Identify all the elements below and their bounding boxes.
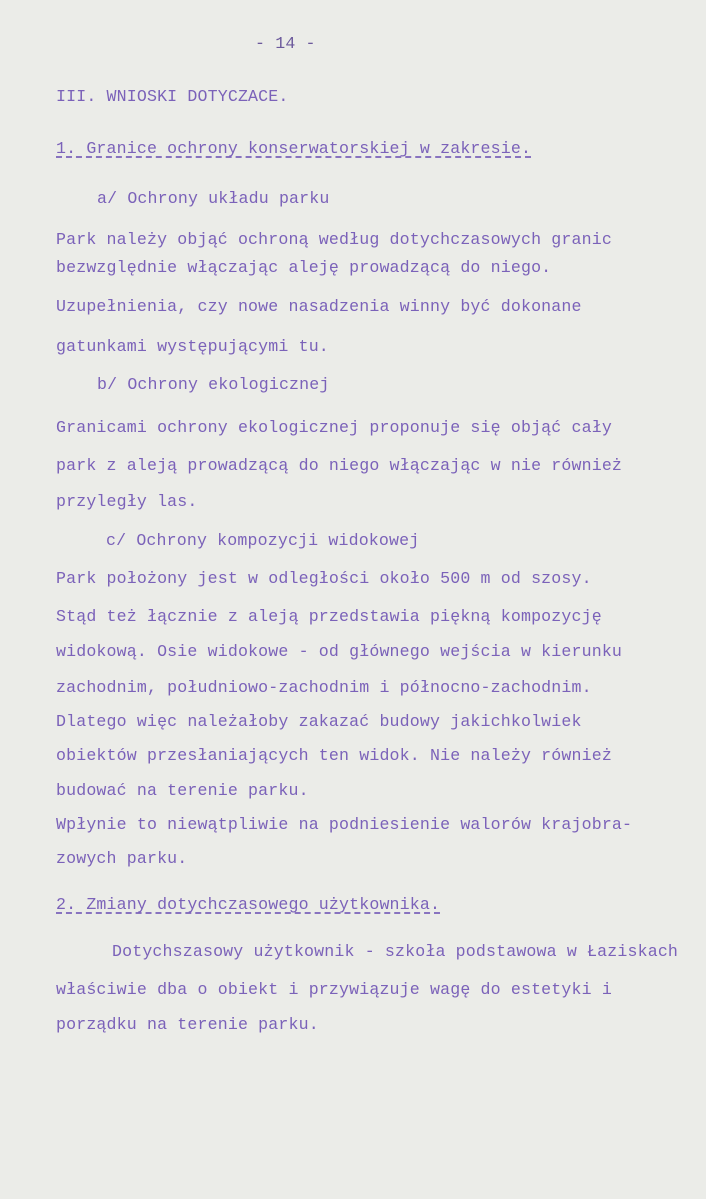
section-2-heading: 2. Zmiany dotychczasowego użytkownika. xyxy=(56,895,441,914)
subsection-c-heading: c/ Ochrony kompozycji widokowej xyxy=(106,531,420,550)
text-line: przyległy las. xyxy=(56,492,198,511)
chapter-heading: III. WNIOSKI DOTYCZACE. xyxy=(56,87,289,106)
text-line: bezwzględnie włączając aleję prowadzącą do niego. xyxy=(56,258,552,277)
text-line: park z aleją prowadzącą do niego włączając w nie również xyxy=(56,456,623,475)
text-line: Uzupełnienia, czy nowe nasadzenia winny być dokonane xyxy=(56,297,582,316)
text-line: widokową. Osie widokowe - od głównego wejścia w kierunku xyxy=(56,642,623,661)
text-line: Wpłynie to niewątpliwie na podniesienie walorów krajobra- xyxy=(56,815,633,834)
text-line: Dlatego więc należałoby zakazać budowy jakichkolwiek xyxy=(56,712,582,731)
text-line: zowych parku. xyxy=(56,849,188,868)
text-line: Dotychszasowy użytkownik - szkoła podstawowa w Łaziskach xyxy=(112,942,679,961)
section-1-heading: 1. Granice ochrony konserwatorskiej w zakresie. xyxy=(56,139,532,158)
text-line: Park położony jest w odległości około 500 m od szosy. xyxy=(56,569,592,588)
text-line: budować na terenie parku. xyxy=(56,781,309,800)
text-line: właściwie dba o obiekt i przywiązuje wagę do estetyki i xyxy=(56,980,612,999)
page-number: - 14 - xyxy=(255,34,316,53)
text-line: Stąd też łącznie z aleją przedstawia piękną kompozycję xyxy=(56,607,602,626)
text-line: gatunkami występującymi tu. xyxy=(56,337,329,356)
text-line: zachodnim, południowo-zachodnim i północno-zachodnim. xyxy=(56,678,592,697)
text-line: obiektów przesłaniających ten widok. Nie należy również xyxy=(56,746,612,765)
text-line: porządku na terenie parku. xyxy=(56,1015,319,1034)
subsection-a-heading: a/ Ochrony układu parku xyxy=(97,189,330,208)
text-line: Granicami ochrony ekologicznej proponuje się objąć cały xyxy=(56,418,612,437)
subsection-b-heading: b/ Ochrony ekologicznej xyxy=(97,375,330,394)
text-line: Park należy objąć ochroną według dotychczasowych granic xyxy=(56,230,612,249)
